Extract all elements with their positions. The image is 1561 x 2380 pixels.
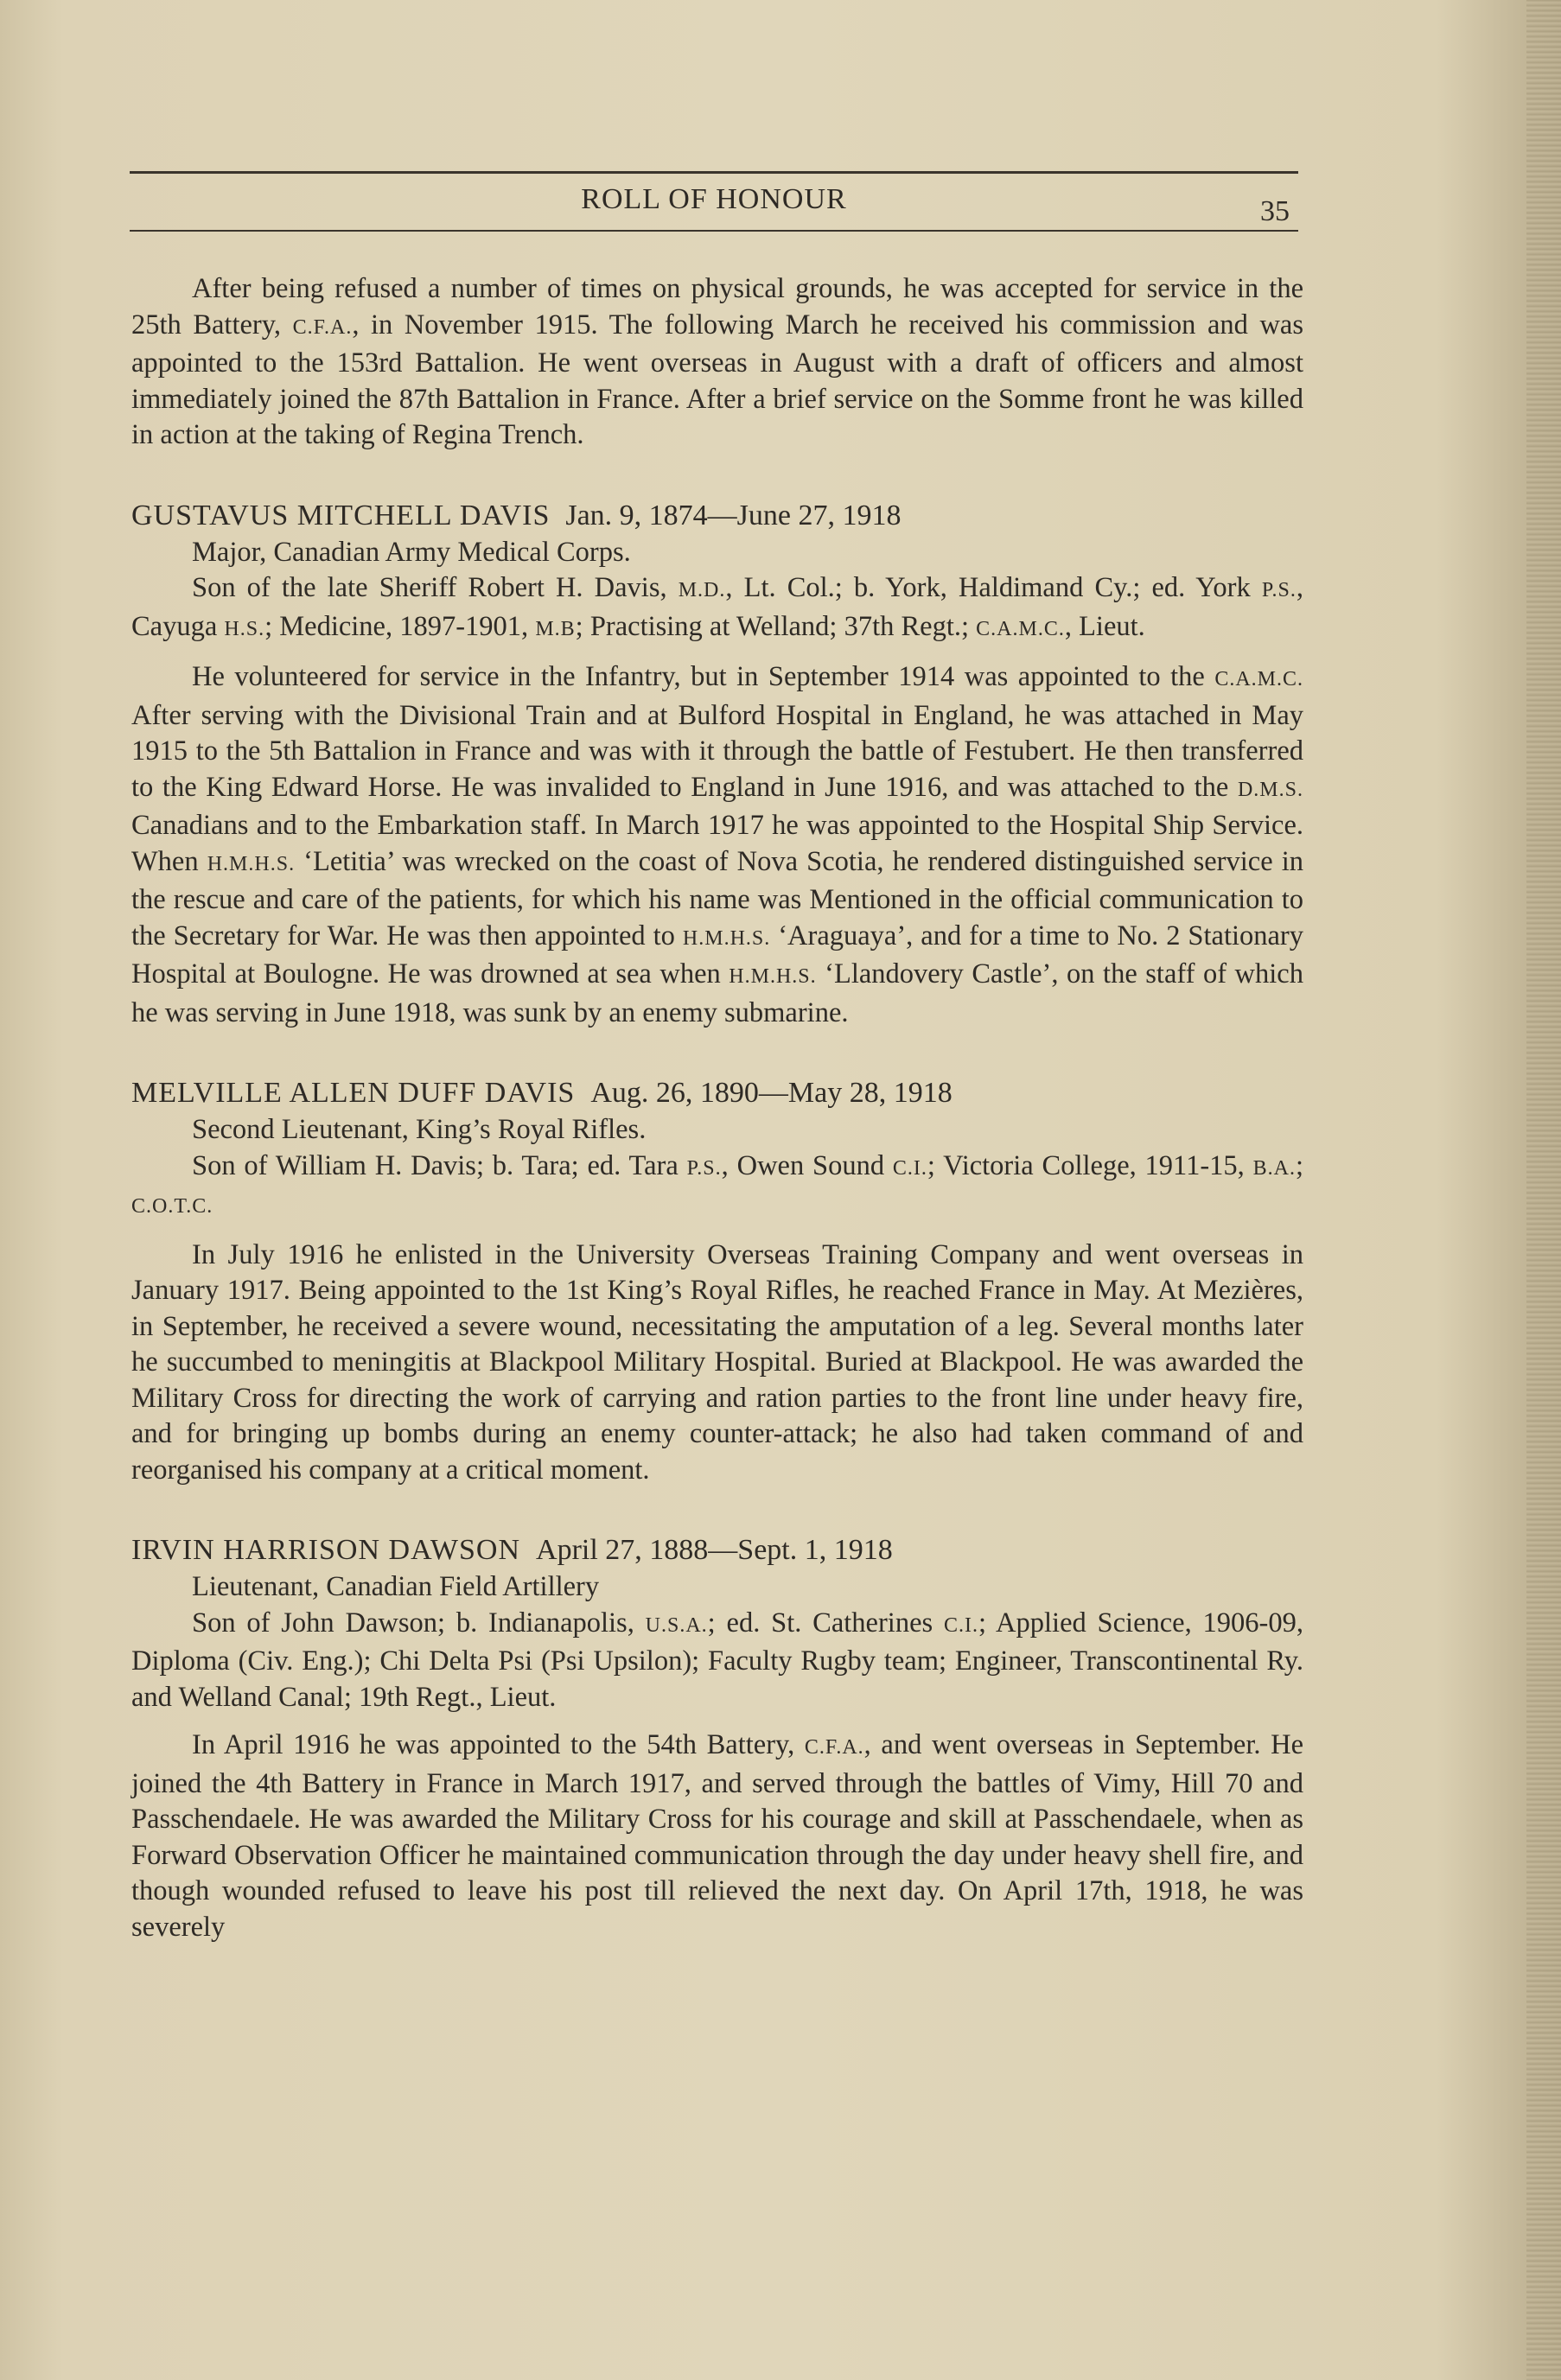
entry-narrative: In April 1916 he was appointed to the 54th Battery, C.F.A., and went overseas in September. He joined the 4th Battery in France in March 1917, and served through the battles of Vimy, Hill 70 and Passchendaele. He was awarded the Military Cross for his courage and skill at Passchendaele, when as Forward Observation Officer he maintained communication through the day under heavy shell fire, and though wounded refused to leave his post till relieved the next day. On April 17th, 1918, he was severely — [131, 1729, 1303, 1943]
entry-dates: Jan. 9, 1874—June 27, 1918 — [565, 499, 902, 531]
entry-name: MELVILLE ALLEN DUFF DAVIS — [131, 1077, 576, 1109]
entry-dates: April 27, 1888—Sept. 1, 1918 — [536, 1534, 893, 1566]
entry-narrative: He volunteered for service in the Infantry, but in September 1914 was appointed to the C.A.M.C. After serving with the Divisional Train and at Bulford Hospital in England, he was attached in May 1915 to the 5th Battalion in France and was with it through the battle of Festubert. He then transferred to the King Edward Horse. He was invalided to England in June 1916, and was attached to the D.M.S. Canadians and to the Embarkation staff. In March 1917 he was appointed to the Hospital Ship Service. When H.M.H.S. ‘Letitia’ was wrecked on the coast of Nova Scotia, he rendered distinguished service in the rescue and care of the patients, for which his name was Mentioned in the official communication to the Secretary for War. He was then appointed to H.M.H.S. ‘Araguaya’, and for a time to No. 2 Stationary Hospital at Boulogne. He was drowned at sea when H.M.H.S. ‘Llandovery Castle’, on the staff of which he was serving in June 1918, was sunk by an enemy submarine. — [131, 661, 1304, 1028]
entry-heading — [131, 1074, 1303, 1112]
entry-narrative: In July 1916 he enlisted in the University Overseas Training Company and went overseas in January 1917. Being appointed to the 1st King’s Royal Rifles, he reached France in May. At Mezières, in September, he received a severe wound, necessitating the amputation of a leg. Several months later he succumbed to meningitis at Blackpool Military Hospital. Buried at Blackpool. He was awarded the Military Cross for directing the work of carrying and ration parties to the front line under heavy fire, and for bringing up bombs during an enemy counter-attack; he also had taken command of and reorganised his company at a critical moment. — [131, 1238, 1303, 1486]
entry-name: GUSTAVUS MITCHELL DAVIS — [131, 499, 551, 531]
entry-dates: Aug. 26, 1890—May 28, 1918 — [590, 1077, 953, 1109]
entry-melville-davis — [131, 1074, 1303, 1488]
entry-heading — [131, 1531, 1303, 1569]
entry-rank: Major, Canadian Army Medical Corps. — [192, 536, 631, 568]
entry-heading — [131, 497, 1303, 535]
entry-bio: Son of John Dawson; b. Indianapolis, U.S.A.; ed. St. Catherines C.I.; Applied Science, 1906-09, Diploma (Civ. Eng.); Chi Delta Psi (Psi Upsilon); Faculty Rugby team; Engineer, Transcontinental Ry. and Welland Canal; 19th Regt., Lieut. — [131, 1607, 1304, 1713]
page-number: 35 — [1260, 195, 1290, 227]
entry-rank: Second Lieutenant, King’s Royal Rifles. — [192, 1114, 647, 1145]
entry-gustavus-davis — [131, 497, 1303, 1032]
page-content — [131, 271, 1303, 1945]
entry-rank: Lieutenant, Canadian Field Artillery — [192, 1571, 600, 1602]
entry-name: IRVIN HARRISON DAWSON — [131, 1534, 521, 1566]
intro-paragraph: After being refused a number of times on physical grounds, he was accepted for service in the 25th Battery, C.F.A., in November 1915. The following March he received his commission and was appointed to the 153rd Battalion. He went overseas in August with a draft of officers and almost immediately joined the 87th Battalion in France. After a brief service on the Somme front he was killed in action at the taking of Regina Trench. — [131, 273, 1304, 450]
page-edge — [1526, 0, 1561, 2380]
running-head: ROLL OF HONOUR — [581, 183, 847, 215]
entry-bio: Son of the late Sheriff Robert H. Davis, M.D., Lt. Col.; b. York, Haldimand Cy.; ed. York P.S., Cayuga H.S.; Medicine, 1897-1901, M.B; Practising at Welland; 37th Regt.; C.A.M.C., Lieut. — [131, 572, 1304, 642]
header-rule-bottom — [130, 230, 1298, 232]
entry-bio: Son of William H. Davis; b. Tara; ed. Tara P.S., Owen Sound C.I.; Victoria College, 1911-15, B.A.; C.O.T.C. — [131, 1149, 1303, 1218]
header-rule-top — [130, 171, 1298, 174]
entry-irvin-dawson — [131, 1531, 1303, 1945]
